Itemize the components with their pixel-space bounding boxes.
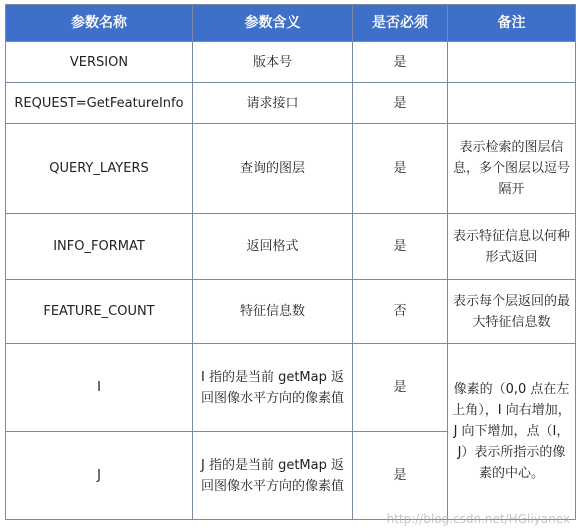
cell-remark (448, 42, 576, 83)
cell-required: 是 (353, 344, 448, 432)
cell-param-name: I (6, 344, 193, 432)
cell-param-meaning: 特征信息数 (193, 280, 353, 344)
cell-param-name: REQUEST=GetFeatureInfo (6, 83, 193, 124)
cell-param-name: INFO_FORMAT (6, 214, 193, 280)
table-row (6, 280, 576, 344)
table-row (6, 124, 576, 214)
cell-required: 是 (353, 214, 448, 280)
cell-param-meaning: J 指的是当前 getMap 返回图像水平方向的像素值 (193, 432, 353, 520)
header-required: 是否必须 (353, 5, 448, 42)
cell-param-meaning: 查询的图层 (193, 124, 353, 214)
cell-remark-merged: 像素的（0,0 点在左上角），I 向右增加，J 向下增加，点（I，J）表示所指示的像素的中心。 (448, 344, 576, 520)
cell-required: 是 (353, 83, 448, 124)
header-remark: 备注 (448, 5, 576, 42)
parameters-table (5, 4, 576, 520)
header-param-name: 参数名称 (6, 5, 193, 42)
cell-remark: 表示特征信息以何种形式返回 (448, 214, 576, 280)
cell-param-meaning: 版本号 (193, 42, 353, 83)
table-row (6, 344, 576, 432)
cell-param-name: QUERY_LAYERS (6, 124, 193, 214)
cell-remark: 表示检索的图层信息，多个图层以逗号隔开 (448, 124, 576, 214)
cell-param-name: FEATURE_COUNT (6, 280, 193, 344)
cell-required: 否 (353, 280, 448, 344)
header-param-meaning: 参数含义 (193, 5, 353, 42)
table-row (6, 42, 576, 83)
table-row (6, 214, 576, 280)
cell-required: 是 (353, 124, 448, 214)
table-row (6, 83, 576, 124)
cell-required: 是 (353, 42, 448, 83)
watermark: http://blog.csdn.net/HGliyanex (386, 512, 570, 526)
cell-param-meaning: 请求接口 (193, 83, 353, 124)
cell-remark (448, 83, 576, 124)
cell-param-meaning: 返回格式 (193, 214, 353, 280)
cell-remark: 表示每个层返回的最大特征信息数 (448, 280, 576, 344)
cell-param-name: J (6, 432, 193, 520)
cell-param-name: VERSION (6, 42, 193, 83)
table-header-row (6, 5, 576, 42)
cell-param-meaning: I 指的是当前 getMap 返回图像水平方向的像素值 (193, 344, 353, 432)
cell-required: 是 (353, 432, 448, 520)
